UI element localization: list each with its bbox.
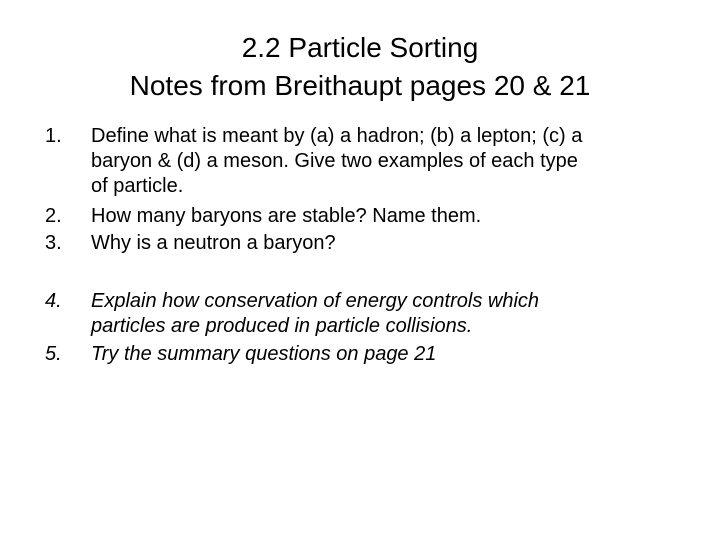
question-text	[91, 231, 691, 256]
question-text-line: Try the summary questions on page 21	[91, 343, 437, 365]
title-line-1: 2.2 Particle Sorting	[241, 32, 479, 63]
question-number: 3.	[45, 232, 62, 254]
slide-title	[0, 29, 720, 105]
question-text-line: Define what is meant by (a) a hadron; (b) a lepton; (c) a	[91, 125, 583, 147]
question-text-line: Why is a neutron a baryon?	[91, 232, 336, 254]
question-number: 4.	[45, 290, 62, 312]
question-text-line: baryon & (d) a meson. Give two examples of each type	[91, 150, 578, 172]
question-text	[91, 342, 691, 367]
question-text	[91, 204, 691, 229]
question-text-line: of particle.	[91, 175, 184, 197]
question-text	[91, 124, 691, 199]
question-text-line: How many baryons are stable? Name them.	[91, 205, 482, 227]
question-number: 2.	[45, 205, 62, 227]
question-number: 5.	[45, 343, 62, 365]
question-text-line: particles are produced in particle collisions.	[91, 315, 473, 337]
title-line-2: Notes from Breithaupt pages 20 & 21	[129, 70, 591, 101]
question-text-line: Explain how conservation of energy controls which	[91, 290, 540, 312]
question-text	[91, 289, 691, 339]
question-number: 1.	[45, 125, 62, 147]
